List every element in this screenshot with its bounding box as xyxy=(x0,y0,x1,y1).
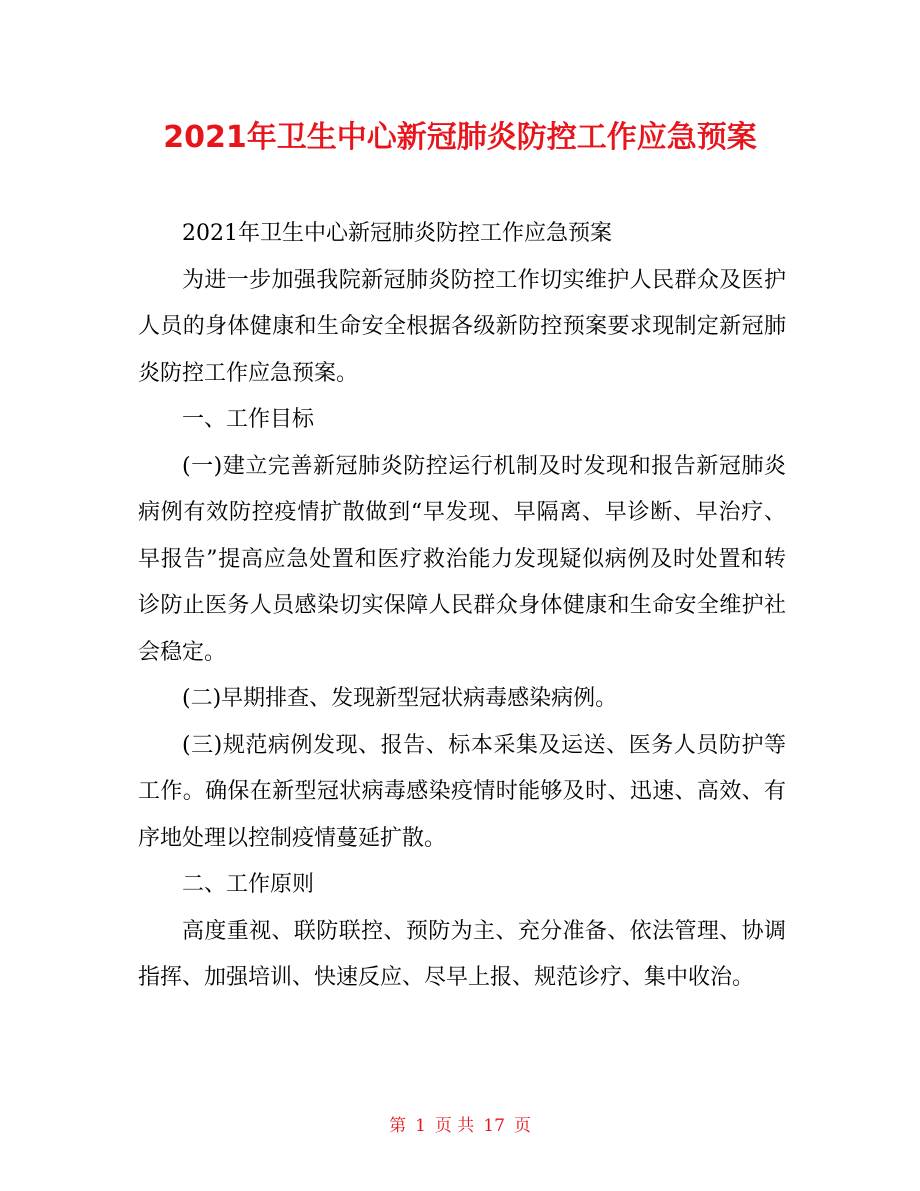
footer-page-number: 1 xyxy=(415,1116,426,1136)
footer-total-pages: 17 xyxy=(483,1116,505,1136)
paragraph-intro: 为进一步加强我院新冠肺炎防控工作切实维护人民群众及医护人员的身体健康和生命安全根据各级新防控预案要求现制定新冠肺炎防控工作应急预案。 xyxy=(138,267,786,386)
section-heading-goals: 一、工作目标 xyxy=(182,407,315,432)
paragraph-goal-1: (一)建立完善新冠肺炎防控运行机制及时发现和报告新冠肺炎病例有效防控疫情扩散做到“早发现、早隔离、早诊断、早治疗、早报告”提高应急处置和医疗救治能力发现疑似病例及时处置和转诊防止医务人员感染切实保障人民群众身体健康和生命安全维护社会稳定。 xyxy=(138,453,786,665)
paragraph-goal-2: (二)早期排查、发现新型冠状病毒感染病例。 xyxy=(182,686,618,711)
footer-suffix: 页 xyxy=(513,1116,531,1136)
footer-middle: 页 共 xyxy=(434,1116,475,1136)
paragraph-heading: 2021年卫生中心新冠肺炎防控工作应急预案 xyxy=(182,221,612,246)
document-title: 2021年卫生中心新冠肺炎防控工作应急预案 xyxy=(163,120,757,155)
page-footer xyxy=(0,1112,920,1140)
paragraph-principles: 高度重视、联防联控、预防为主、充分准备、依法管理、协调指挥、加强培训、快速反应、尽早上报、规范诊疗、集中收治。 xyxy=(138,918,786,990)
footer-prefix: 第 xyxy=(389,1116,407,1136)
section-heading-principles: 二、工作原则 xyxy=(182,872,315,897)
paragraph-goal-3: (三)规范病例发现、报告、标本采集及运送、医务人员防护等工作。确保在新型冠状病毒感染疫情时能够及时、迅速、高效、有序地处理以控制疫情蔓延扩散。 xyxy=(138,732,786,851)
document-body xyxy=(138,211,786,1002)
